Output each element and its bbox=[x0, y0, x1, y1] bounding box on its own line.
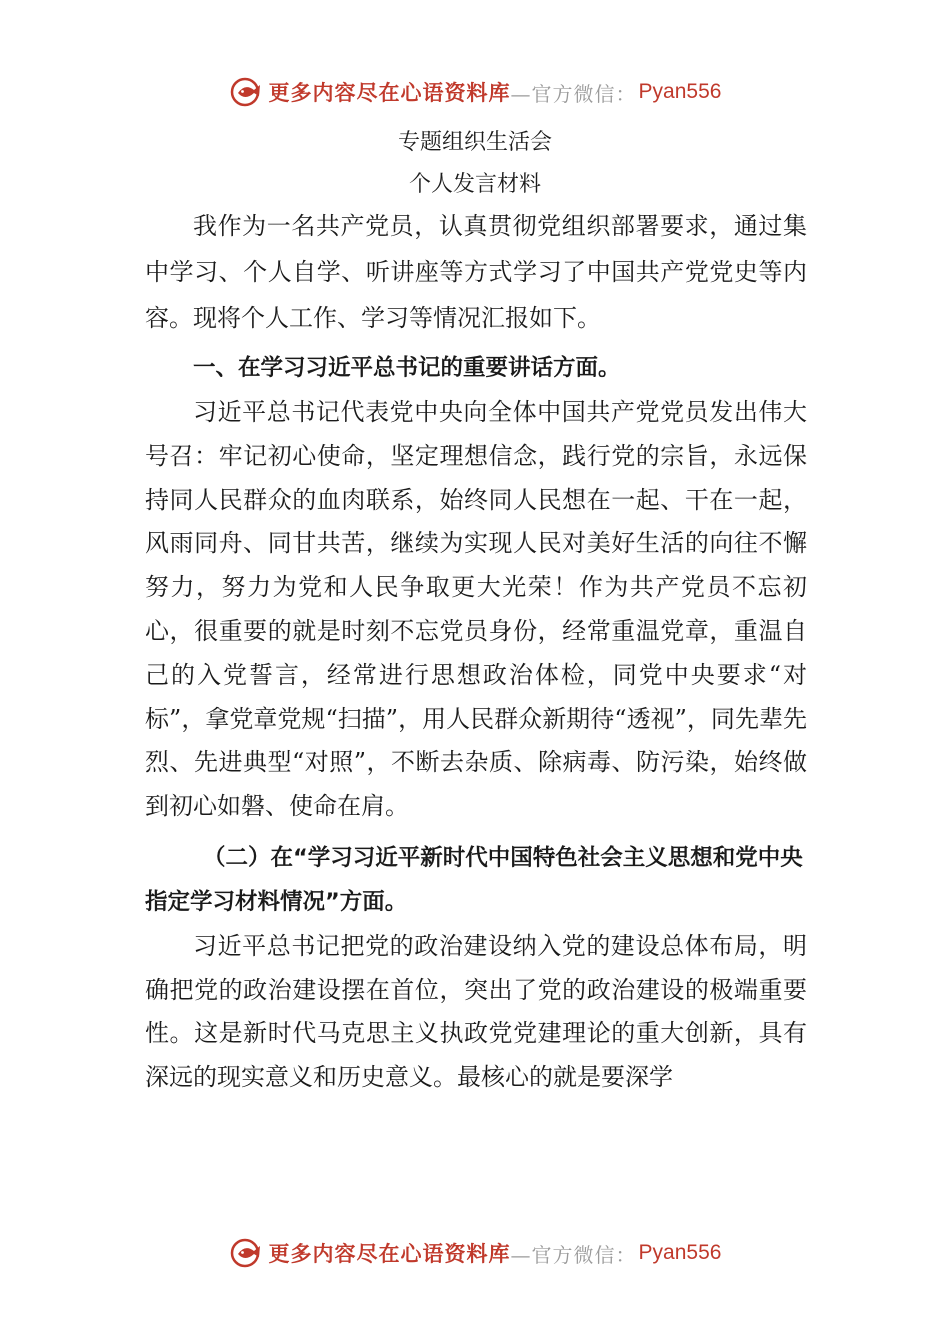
banner-brand-text: 更多内容尽在心语资料库 bbox=[268, 1241, 511, 1266]
document-title: 专题组织生活会 bbox=[397, 130, 552, 155]
section1-paragraph: 习近平总书记代表党中央向全体中国共产党党员发出伟大号召：牢记初心使命，坚定理想信念，践行党的宗旨，永远保持同人民群众的血肉联系，始终同人民想在一起、干在一起，风雨同舟、同甘共苦，继续为实现人民对美好生活的向往不懈努力，努力为党和人民争取更大光荣！作为共产党员不忘初心，很重要的就是时刻不忘党员身份，经常重温党章，重温自己的入党誓言，经常进行思想政治体检，同党中央要求“对标”，拿党章党规“扫描”，用人民群众新期待“透视”，同先辈先烈、先进典型“对照”，不断去杂质、除病毒、防污染，始终做到初心如磐、使命在肩。 bbox=[145, 398, 807, 821]
header-banner bbox=[0, 72, 950, 112]
banner-wechat-id: Pyan556 bbox=[638, 80, 722, 103]
section2-paragraph: 习近平总书记把党的政治建设纳入党的建设总体布局，明确把党的政治建设摆在首位，突出了党的政治建设的极端重要性。这是新时代马克思主义执政党党建理论的重大创新，具有深远的现实意义和历史意义。最核心的就是要深学 bbox=[145, 932, 807, 1091]
fish-logo-icon bbox=[229, 1235, 265, 1271]
banner-official-label: —官方微信： bbox=[510, 81, 637, 106]
fish-logo-icon bbox=[229, 74, 265, 110]
banner-official-label: —官方微信： bbox=[510, 1242, 637, 1267]
footer-banner bbox=[0, 1233, 950, 1273]
banner-wechat-id: Pyan556 bbox=[638, 1241, 722, 1264]
document-subtitle: 个人发言材料 bbox=[408, 172, 541, 197]
section2-heading: （二）在“学习习近平新时代中国特色社会主义思想和党中央指定学习材料情况”方面。 bbox=[145, 845, 803, 915]
banner-brand-text: 更多内容尽在心语资料库 bbox=[268, 80, 511, 105]
intro-paragraph: 我作为一名共产党员，认真贯彻党组织部署要求，通过集中学习、个人自学、听讲座等方式学习了中国共产党党史等内容。现将个人工作、学习等情况汇报如下。 bbox=[145, 212, 807, 332]
section1-heading: 一、在学习习近平总书记的重要讲话方面。 bbox=[193, 355, 621, 381]
